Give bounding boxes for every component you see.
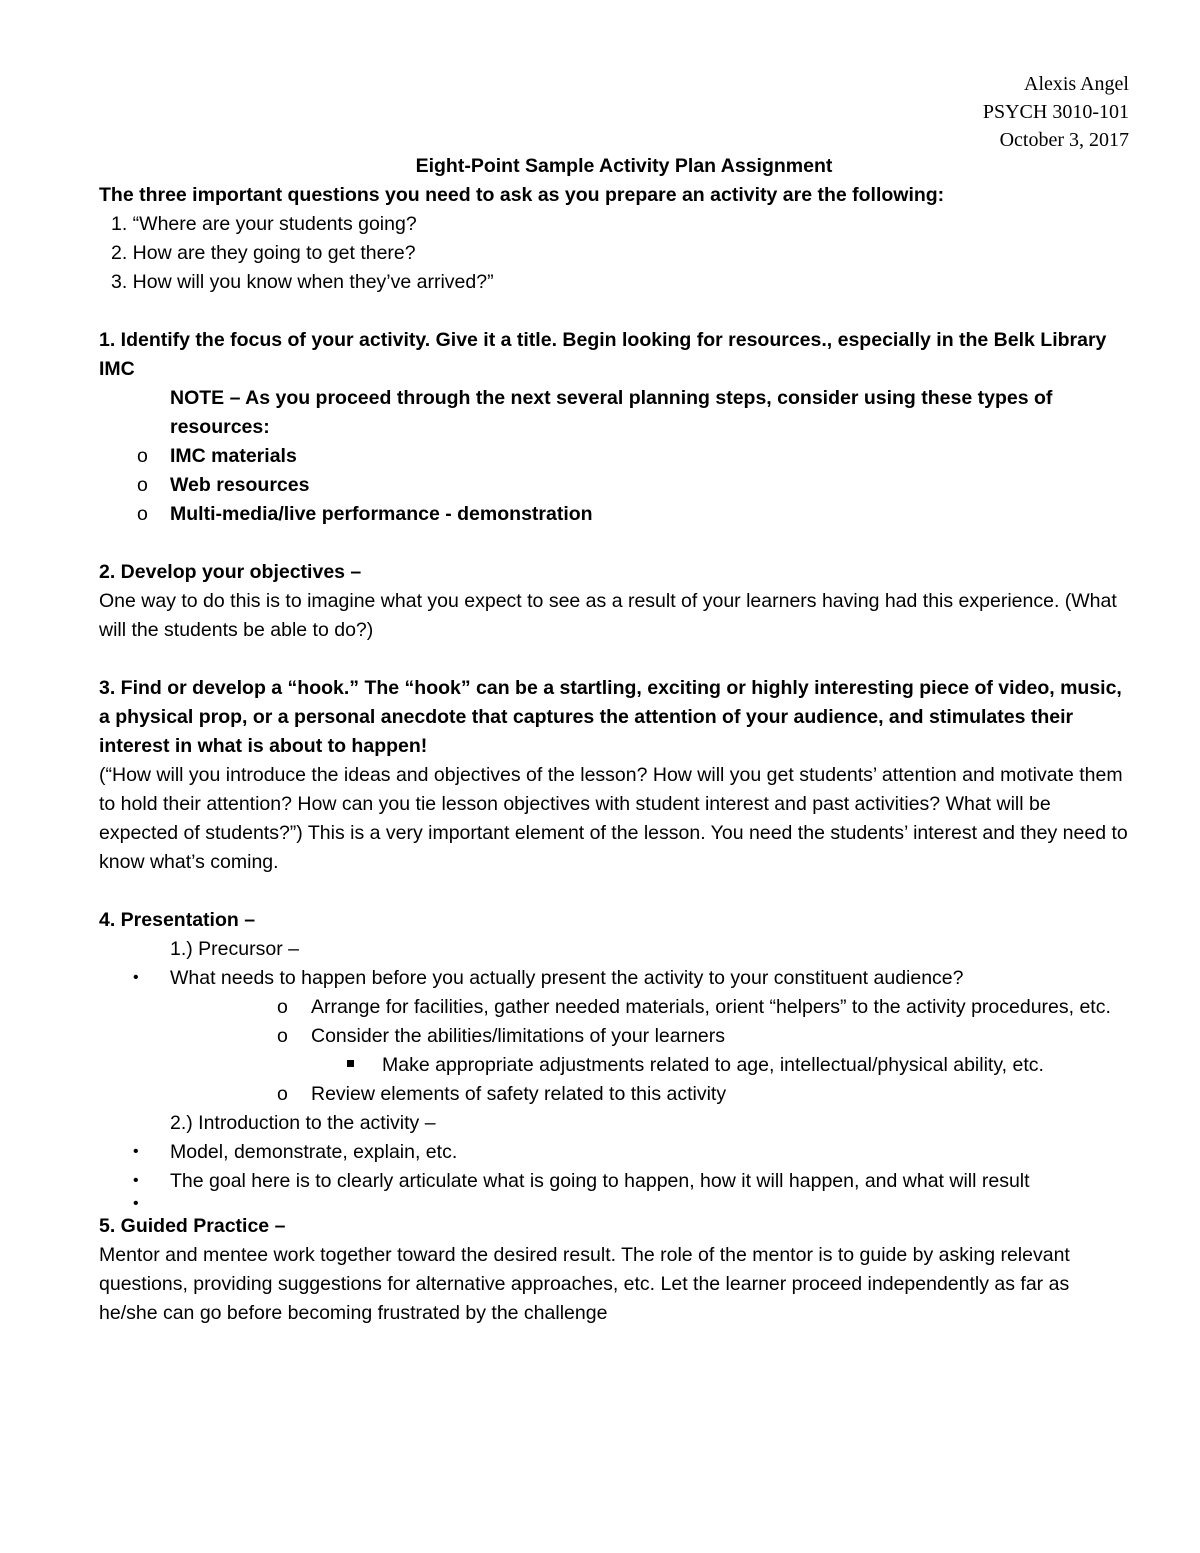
resource-item — [99, 442, 1129, 471]
section-2-heading: 2. Develop your objectives – — [99, 561, 362, 583]
bullet-icon: • — [133, 1172, 139, 1189]
resource-label: IMC materials — [170, 445, 297, 467]
course-code: PSYCH 3010-101 — [982, 101, 1129, 123]
sub-item — [99, 1022, 1129, 1051]
sub-sub-item-text: Make appropriate adjustments related to age, intellectual/physical ability, etc. — [382, 1054, 1044, 1076]
circle-bullet-icon: o — [277, 1083, 288, 1105]
section-3-body: (“How will you introduce the ideas and objectives of the lesson? How will you get students’ attention and motivate them to hold their attention? How can you tie lesson objectives with student interest and past activities? What will be expected of students?”) This is a very important element of the lesson. You need the students’ interest and they need to know what’s coming. — [99, 764, 1128, 873]
section-1-note: NOTE – As you proceed through the next several planning steps, consider using these types of resources: — [170, 387, 1053, 438]
question-item: 3. How will you know when they’ve arrived?” — [111, 271, 494, 293]
bullet-icon: • — [133, 1143, 139, 1160]
sub-sub-item — [99, 1051, 1129, 1080]
bullet-text: The goal here is to clearly articulate what is going to happen, how it will happen, and what will result — [170, 1170, 1030, 1192]
resource-label: Multi-media/live performance - demonstration — [170, 503, 593, 525]
sub-item-text: Consider the abilities/limitations of your learners — [311, 1025, 726, 1047]
bullet-text: What needs to happen before you actually present the activity to your constituent audience? — [170, 967, 964, 989]
section-3-heading: 3. Find or develop a “hook.” The “hook” can be a startling, exciting or highly interesting piece of video, music, a physical prop, or a personal anecdote that captures the attention of your audience, and stimulates their interest in what is about to happen! — [99, 677, 1122, 757]
bullet-item — [99, 1167, 1129, 1196]
section-1-heading: 1. Identify the focus of your activity. Give it a title. Begin looking for resources., especially in the Belk Library IMC — [99, 329, 1107, 380]
sub-item-text: Arrange for facilities, gather needed materials, orient “helpers” to the activity procedures, etc. — [311, 996, 1111, 1018]
circle-bullet-icon: o — [137, 474, 148, 496]
resource-item — [99, 500, 1129, 529]
author-header — [983, 70, 1129, 154]
circle-bullet-icon: o — [137, 445, 148, 467]
empty-bullet-item — [99, 1196, 1129, 1212]
section-4-heading: 4. Presentation – — [99, 909, 256, 931]
resource-item — [99, 471, 1129, 500]
bullet-item — [99, 1138, 1129, 1167]
circle-bullet-icon: o — [277, 996, 288, 1018]
precursor-label: 1.) Precursor – — [170, 938, 299, 960]
sub-item — [99, 1080, 1129, 1109]
section-5-heading: 5. Guided Practice – — [99, 1215, 286, 1237]
square-bullet-icon — [347, 1060, 354, 1067]
question-item: 2. How are they going to get there? — [111, 242, 416, 264]
document-title: Eight-Point Sample Activity Plan Assignment — [415, 155, 833, 177]
bullet-icon: • — [133, 1195, 139, 1212]
document-date: October 3, 2017 — [999, 129, 1129, 151]
intro-heading: The three important questions you need to ask as you prepare an activity are the following: — [99, 184, 945, 206]
author-name: Alexis Angel — [1024, 73, 1129, 95]
sub-item — [99, 993, 1129, 1022]
bullet-item — [99, 964, 1129, 993]
resource-label: Web resources — [170, 474, 310, 496]
introduction-label: 2.) Introduction to the activity – — [170, 1112, 436, 1134]
circle-bullet-icon: o — [137, 503, 148, 525]
bullet-text: Model, demonstrate, explain, etc. — [170, 1141, 458, 1163]
section-2-body: One way to do this is to imagine what you expect to see as a result of your learners having had this experience. (What will the students be able to do?) — [99, 590, 1117, 641]
document-body — [99, 152, 1129, 1328]
question-item: 1. “Where are your students going? — [111, 213, 417, 235]
sub-item-text: Review elements of safety related to this activity — [311, 1083, 727, 1105]
bullet-icon: • — [133, 969, 139, 986]
section-5-body: Mentor and mentee work together toward the desired result. The role of the mentor is to guide by asking relevant questions, providing suggestions for alternative approaches, etc. Let the learner proceed independently as far as he/she can go before becoming frustrated by the challenge — [99, 1244, 1070, 1324]
circle-bullet-icon: o — [277, 1025, 288, 1047]
